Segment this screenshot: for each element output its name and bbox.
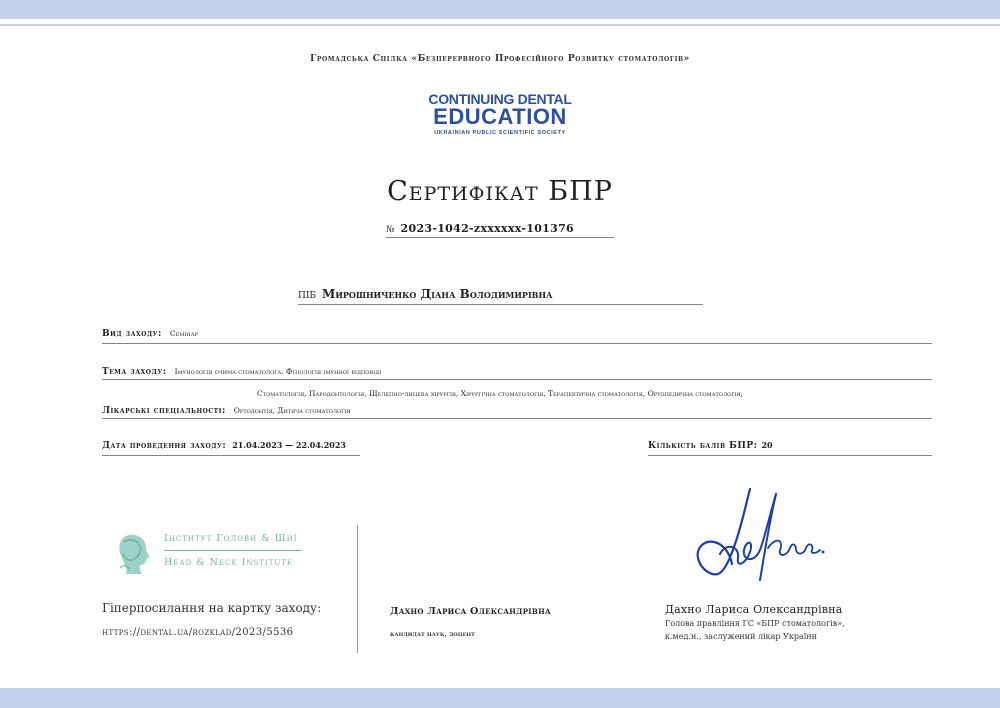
event-topic-value: Імунологія очима стоматолога. Фізіологія імунної відповіді — [174, 367, 382, 376]
event-type-row — [102, 329, 932, 344]
person-name-row — [298, 287, 703, 305]
lecturer-title: кандидат наук, доцент — [390, 630, 475, 638]
certificate-number-value: 2023-1042-zxxxxxx-101376 — [400, 222, 574, 235]
hyperlink-label: Гіперпосилання на картку заходу: — [102, 601, 322, 615]
bottom-band — [0, 688, 1000, 708]
signatory-name: Дахно Лариса Олександрівна — [665, 603, 843, 616]
logo-line-2: EDUCATION — [433, 104, 567, 129]
head-profile-icon — [112, 530, 158, 576]
institute-name-ua: Інститут Голови & Шиї — [164, 533, 298, 544]
person-name-label: ПІБ — [298, 291, 317, 301]
signatory-position-2: к.мед.н., заслужений лікар України — [665, 632, 817, 641]
certificate-number — [386, 222, 614, 238]
person-name-value: Мирошниченко Діана Володимирівна — [322, 287, 553, 301]
institute-logo — [112, 530, 312, 580]
event-date-label: Дата проведення заходу: — [102, 441, 227, 451]
institute-name-en: Head & Neck Institute — [164, 557, 294, 568]
top-band-line — [0, 24, 1000, 26]
event-date-row — [102, 440, 360, 456]
hyperlink-url[interactable]: https://dental.ua/rozklad/2023/5536 — [102, 627, 294, 638]
event-date-value: 21.04.2023 — 22.04.2023 — [232, 440, 346, 450]
top-band — [0, 0, 1000, 19]
points-row — [648, 440, 932, 456]
specialties-line-1: Стоматологія, Пародонтологія, Щелепно-лицева хірургія, Хірургічна стоматологія, Терапевтична стоматологія, Ортопедична стоматологія, — [257, 389, 743, 398]
footer-divider — [357, 525, 358, 653]
logo-line-3: UKRAINIAN PUBLIC SCIENTIFIC SOCIETY — [434, 130, 566, 136]
event-type-label: Вид заходу: — [102, 329, 162, 339]
signatory-position-1: Голова правління ГС «БПР стоматологів», — [665, 619, 845, 628]
organization-name: Громадська Спілка «Безперервного Професійного Розвитку стоматологів» — [310, 54, 690, 64]
cde-logo — [400, 92, 600, 136]
event-type-value: Семінар — [169, 329, 198, 338]
specialties-label: Лікарські спеціальності: — [102, 406, 226, 416]
event-topic-row — [102, 367, 932, 380]
certificate-title: Сертифікат БПР — [387, 176, 613, 207]
logo-line-1: CONTINUING DENTAL — [428, 91, 572, 107]
specialties-line-2: Ортодонтія, Дитяча стоматологія — [233, 406, 351, 415]
event-topic-label: Тема заходу: — [102, 367, 167, 377]
lecturer-name: Дахно Лариса Олександрівна — [390, 606, 552, 617]
certificate-number-label: № — [386, 225, 395, 235]
signature-image — [680, 484, 830, 594]
specialties-row — [102, 389, 932, 419]
institute-divider — [164, 550, 302, 551]
points-value: 20 — [761, 440, 773, 450]
points-label: Кількість балів БПР: — [648, 441, 758, 451]
